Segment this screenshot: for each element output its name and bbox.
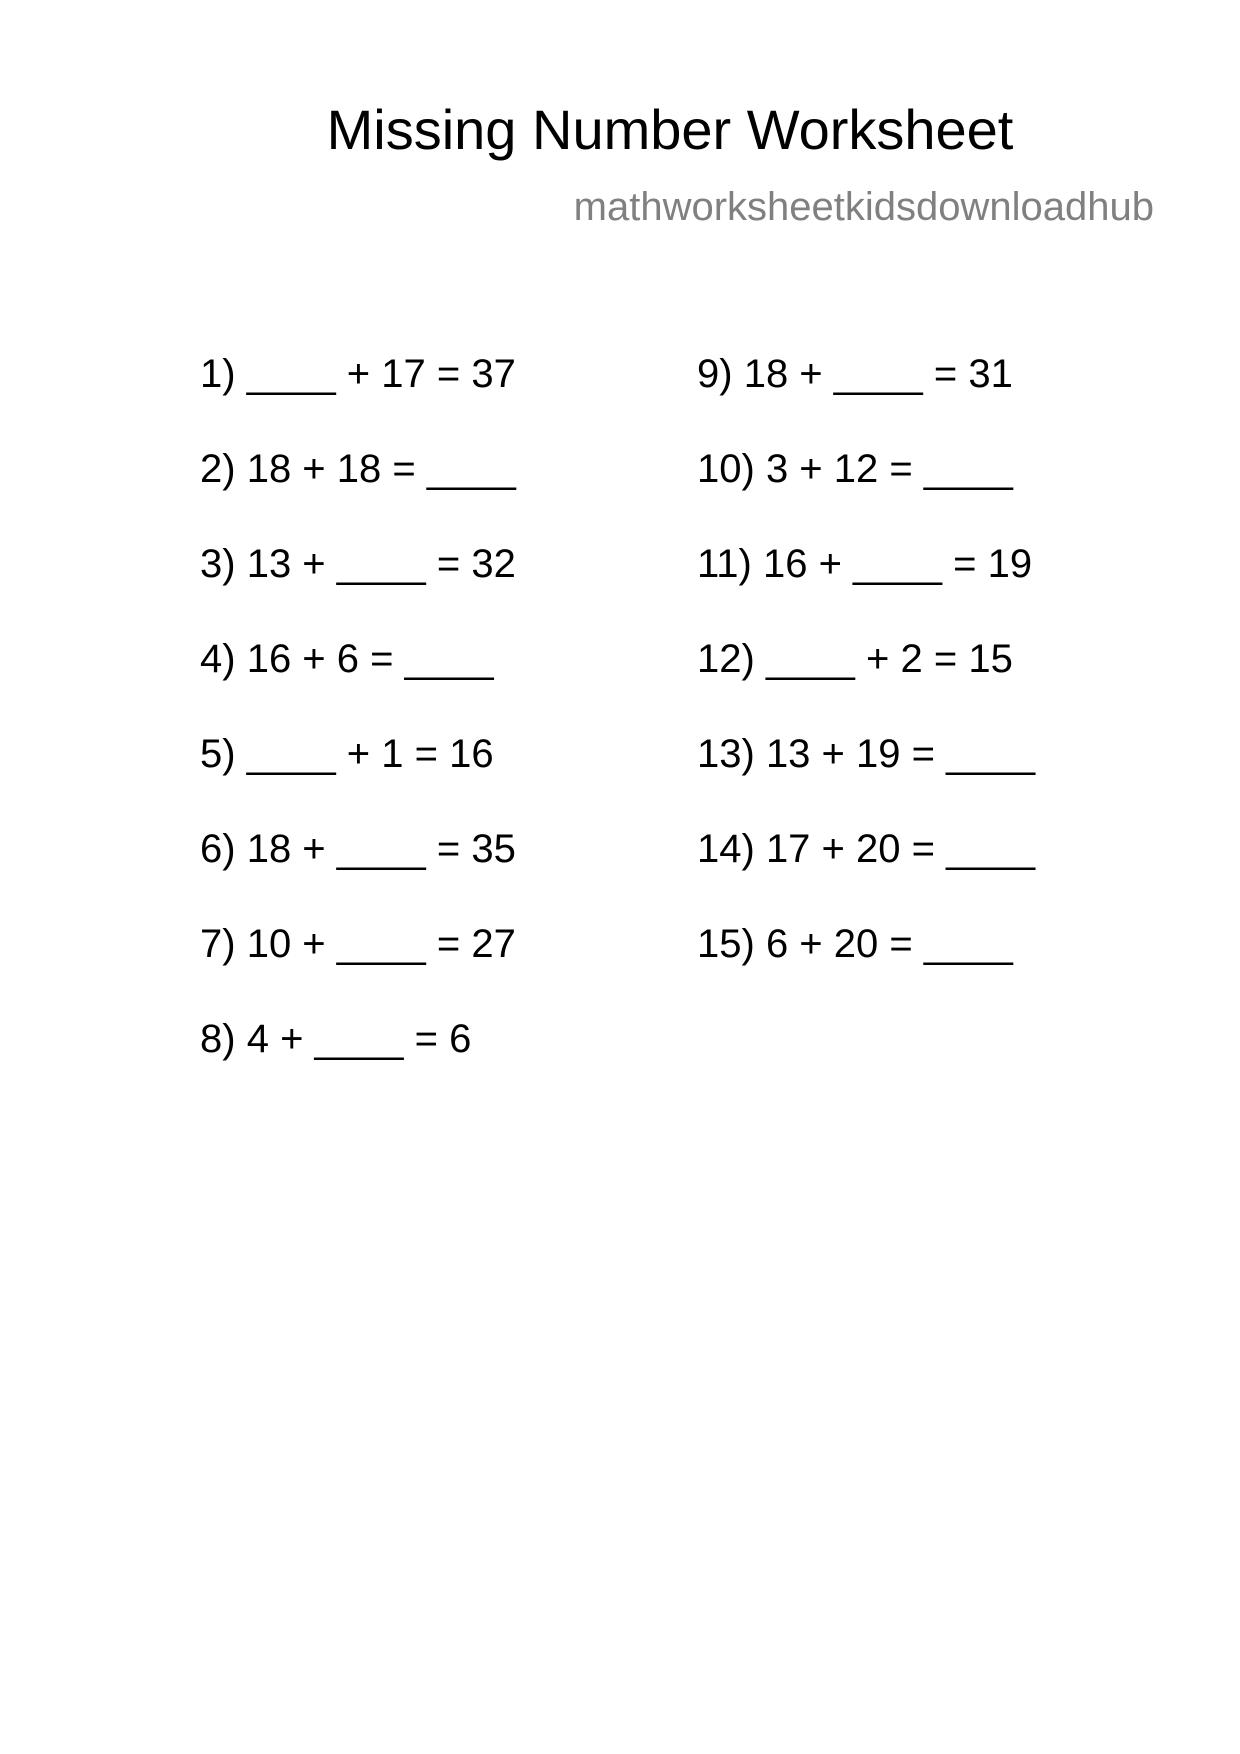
problem-expression: 18 + ____ = 31	[743, 352, 1013, 396]
problem-number: 7)	[200, 922, 236, 966]
problem-11	[697, 536, 1035, 631]
problem-expression: 4 + ____ = 6	[246, 1017, 472, 1061]
problem-number: 4)	[200, 637, 236, 681]
problem-expression: 13 + ____ = 32	[246, 542, 516, 586]
problems-column-left	[200, 346, 516, 1106]
problem-6	[200, 821, 516, 916]
problem-15	[697, 916, 1035, 1011]
problem-number: 11)	[697, 542, 752, 586]
problem-number: 14)	[697, 827, 755, 871]
problem-number: 1)	[200, 352, 236, 396]
problem-number: 6)	[200, 827, 236, 871]
problem-7	[200, 916, 516, 1011]
problem-expression: 10 + ____ = 27	[246, 922, 516, 966]
problem-number: 15)	[697, 922, 755, 966]
page-title: Missing Number Worksheet	[326, 98, 1014, 161]
problem-expression: 13 + 19 = ____	[765, 732, 1036, 776]
problem-12	[697, 631, 1035, 726]
problems-column-right	[697, 346, 1035, 1011]
problem-9	[697, 346, 1035, 441]
problem-14	[697, 821, 1035, 916]
watermark-subtitle: mathworksheetkidsdownloadhub	[573, 185, 1154, 229]
problem-number: 13)	[697, 732, 755, 776]
problem-number: 8)	[200, 1017, 236, 1061]
problem-expression: 18 + 18 = ____	[246, 447, 516, 491]
problem-expression: 17 + 20 = ____	[765, 827, 1036, 871]
problem-5	[200, 726, 516, 821]
problem-10	[697, 441, 1035, 536]
problem-expression: 3 + 12 = ____	[765, 447, 1013, 491]
problem-expression: 16 + ____ = 19	[762, 542, 1033, 586]
problem-4	[200, 631, 516, 726]
problem-number: 9)	[697, 352, 733, 396]
problem-number: 3)	[200, 542, 236, 586]
problem-8	[200, 1011, 516, 1106]
problem-expression: 16 + 6 = ____	[246, 637, 494, 681]
problem-number: 5)	[200, 732, 236, 776]
problem-number: 2)	[200, 447, 236, 491]
problem-2	[200, 441, 516, 536]
problem-expression: ____ + 1 = 16	[246, 732, 494, 776]
problem-expression: ____ + 2 = 15	[765, 637, 1013, 681]
problem-3	[200, 536, 516, 631]
problem-1	[200, 346, 516, 441]
problem-expression: 18 + ____ = 35	[246, 827, 516, 871]
problem-expression: 6 + 20 = ____	[765, 922, 1013, 966]
problem-number: 12)	[697, 637, 755, 681]
problem-13	[697, 726, 1035, 821]
problem-expression: ____ + 17 = 37	[246, 352, 516, 396]
problem-number: 10)	[697, 447, 755, 491]
